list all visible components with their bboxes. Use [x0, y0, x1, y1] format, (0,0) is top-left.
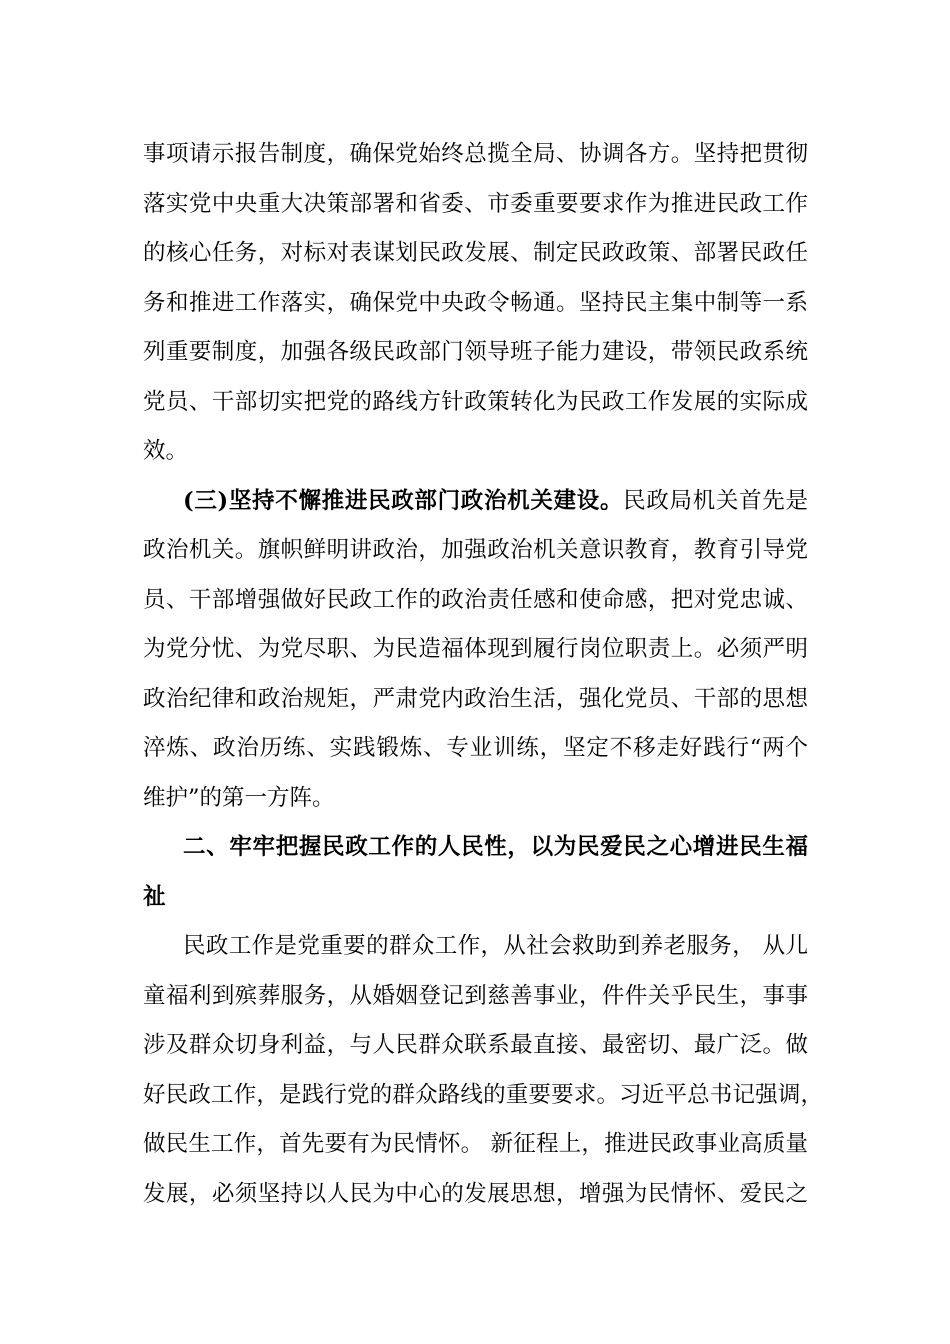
paragraph-3-line: 童福利到殡葬服务，从婚姻登记到慈善事业，件件关乎民生，事事	[143, 982, 808, 1009]
section-heading-line: 祉	[143, 883, 166, 910]
paragraph-2-line: 员、干部增强做好民政工作的政治责任感和使命感，把对党忠诚、	[143, 586, 808, 613]
paragraph-3-line: 民政工作是党重要的群众工作，从社会救助到养老服务， 从儿	[183, 933, 808, 959]
section-heading-line: 二、牢牢把握民政工作的人民性，以为民爱民之心增进民生福	[183, 834, 808, 860]
paragraph-1-line: 效。	[143, 438, 189, 464]
paragraph-2-line: 维护”的第一方阵。	[143, 784, 335, 811]
paragraph-1-line: 落实党中央重大决策部署和省委、市委重要要求作为推进民政工作	[143, 190, 808, 217]
paragraph-1-line: 事项请示报告制度，确保党始终总揽全局、协调各方。坚持把贯彻	[143, 141, 808, 167]
paragraph-2-text: 民政局机关首先是	[623, 487, 808, 514]
paragraph-2-line: 政治机关。旗帜鲜明讲政治，加强政治机关意识教育，教育引导党	[143, 537, 808, 563]
paragraph-2-first-line	[143, 477, 808, 527]
paragraph-1-line: 务和推进工作落实，确保党中央政令畅通。坚持民主集中制等一系	[143, 289, 808, 316]
paragraph-1-line: 的核心任务，对标对表谋划民政发展、制定民政政策、部署民政任	[143, 240, 808, 266]
paragraph-2-line: 淬炼、政治历练、实践锻炼、专业训练，坚定不移走好践行“两个	[143, 735, 808, 761]
paragraph-3-line: 好民政工作，是践行党的群众路线的重要要求。习近平总书记强调，	[143, 1081, 823, 1108]
section-subtitle: (三)坚持不懈推进民政部门政治机关建设。	[183, 487, 624, 514]
paragraph-3-line: 涉及群众切身利益，与人民群众联系最直接、最密切、最广泛。做	[143, 1032, 808, 1058]
paragraph-3-line: 发展，必须坚持以人民为中心的发展思想，增强为民情怀、爱民之	[143, 1180, 808, 1207]
paragraph-3-line: 做民生工作，首先要有为民情怀。 新征程上，推进民政事业高质量	[143, 1131, 808, 1157]
paragraph-2-line: 政治纪律和政治规矩，严肃党内政治生活，强化党员、干部的思想	[143, 685, 808, 712]
paragraph-2-line: 为党分忧、为党尽职、为民造福体现到履行岗位职责上。必须严明	[143, 636, 808, 662]
paragraph-1-line: 党员、干部切实把党的路线方针政策转化为民政工作发展的实际成	[143, 388, 808, 415]
body-text	[143, 130, 823, 1219]
paragraph-1-line: 列重要制度，加强各级民政部门领导班子能力建设，带领民政系统	[143, 339, 808, 365]
